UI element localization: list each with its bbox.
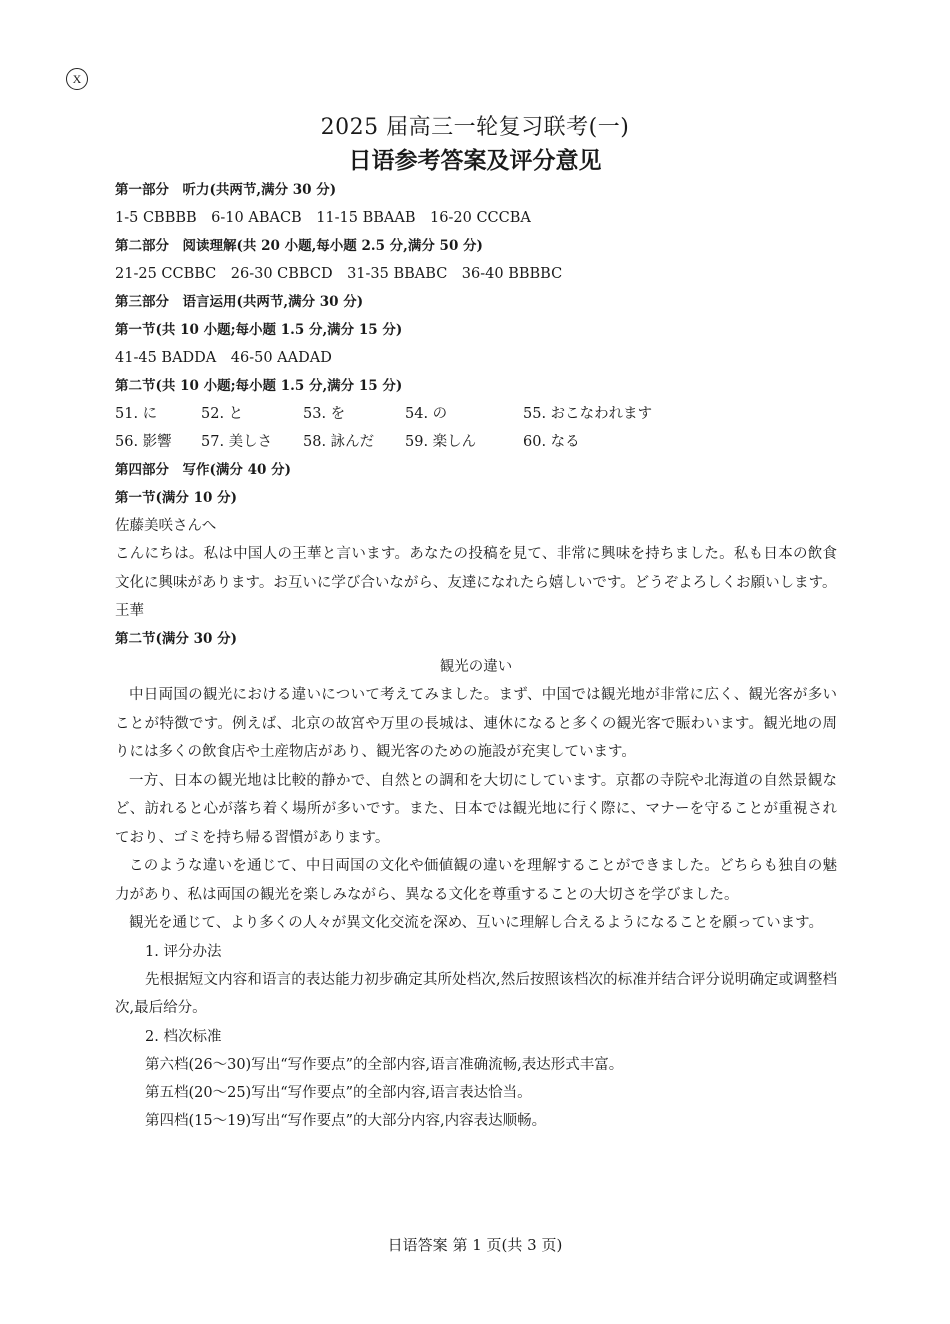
page-mark: X [66,68,88,90]
answer-row [115,400,837,428]
part1-answers: 1-5 CBBBB 6-10 ABACB 11-15 BBAAB 16-20 CCCBA [115,210,531,226]
part2-heading: 第二部分 阅读理解(共 20 小题,每小题 2.5 分,满分 50 分) [115,238,483,254]
grade-item: 第六档(26～30)写出“写作要点”的全部内容,语言准确流畅,表达形式丰富。 [145,1056,624,1073]
essay-title: 観光の違い [439,659,513,675]
part1-heading: 第一部分 听力(共两节,满分 30 分) [115,182,337,198]
letter-signature: 王華 [115,603,144,619]
answer-60: 60. なる [523,434,580,450]
letter-body: こんにちは。私は中国人の王華と言います。あなたの投稿を見て、非常に興味を持ちました。私も日本の飲食文化に興味があります。お互いに学び合いながら、友達になれたら嬉しいです。どうぞよろしくお願いします。 [115,546,837,591]
answer-55: 55. おこなわれます [523,406,653,422]
part3-heading: 第三部分 语言运用(共两节,满分 30 分) [115,294,364,310]
answer-row [115,428,837,456]
letter-salutation: 佐藤美咲さんへ [115,518,217,534]
answer-52: 52. と [201,406,244,422]
part3-section1-answers: 41-45 BADDA 46-50 AADAD [115,350,332,366]
answer-59: 59. 楽しん [405,434,477,450]
answer-content [115,176,837,1135]
part4-section1-heading: 第一节(满分 10 分) [115,490,237,506]
part4-section2-heading: 第二节(满分 30 分) [115,631,237,647]
page-footer: 日语答案 第 1 页(共 3 页) [387,1236,563,1254]
grade-item: 第四档(15～19)写出“写作要点”的大部分内容,内容表达顺畅。 [145,1112,547,1129]
answer-54: 54. の [405,406,448,422]
essay-paragraph: このような違いを通じて、中日両国の文化や価値観の違いを理解することができました。どちらも独自の魅力があり、私は両国の観光を楽しみながら、異なる文化を尊重することの大切さを学びました。 [115,858,837,903]
answer-56: 56. 影響 [115,434,172,450]
grade-item: 第五档(20～25)写出“写作要点”的全部内容,语言表达恰当。 [145,1084,532,1101]
part3-section2-heading: 第二节(共 10 小题;每小题 1.5 分,满分 15 分) [115,378,403,394]
part4-heading: 第四部分 写作(满分 40 分) [115,462,291,478]
answer-53: 53. を [303,406,346,422]
part3-section1-heading: 第一节(共 10 小题;每小题 1.5 分,满分 15 分) [115,322,403,338]
answer-58: 58. 詠んだ [303,434,375,450]
essay-paragraph: 一方、日本の観光地は比較的静かで、自然との調和を大切にしています。京都の寺院や北海道の自然景観など、訪れると心が落ち着く場所が多いです。また、日本では観光地に行く際に、マナーを守ることが重視されており、ゴミを持ち帰る習慣があります。 [115,772,837,846]
essay-paragraph: 観光を通じて、より多くの人々が異文化交流を深め、互いに理解し合えるようになることを願っています。 [129,915,823,931]
part2-answers: 21-25 CCBBC 26-30 CBBCD 31-35 BBABC 36-40 BBBBC [115,266,563,282]
answer-51: 51. に [115,406,158,422]
grade-standard-heading: 2. 档次标准 [145,1028,222,1045]
scoring-method-text: 先根据短文内容和语言的表达能力初步确定其所处档次,然后按照该档次的标准并结合评分说明确定或调整档次,最后给分。 [115,971,837,1016]
exam-title: 2025 届高三一轮复习联考(一) [320,115,630,140]
scoring-method-heading: 1. 评分办法 [145,943,222,960]
document-subtitle: 日语参考答案及评分意见 [348,148,602,174]
essay-paragraph: 中日両国の観光における違いについて考えてみました。まず、中国では観光地が非常に広く、観光客が多いことが特徴です。例えば、北京の故宮や万里の長城は、連休になると多くの観光客で賑わいます。観光地の周りには多くの飲食店や土産物店があり、観光客のための施設が充実しています。 [115,687,837,760]
answer-57: 57. 美しさ [201,434,273,450]
